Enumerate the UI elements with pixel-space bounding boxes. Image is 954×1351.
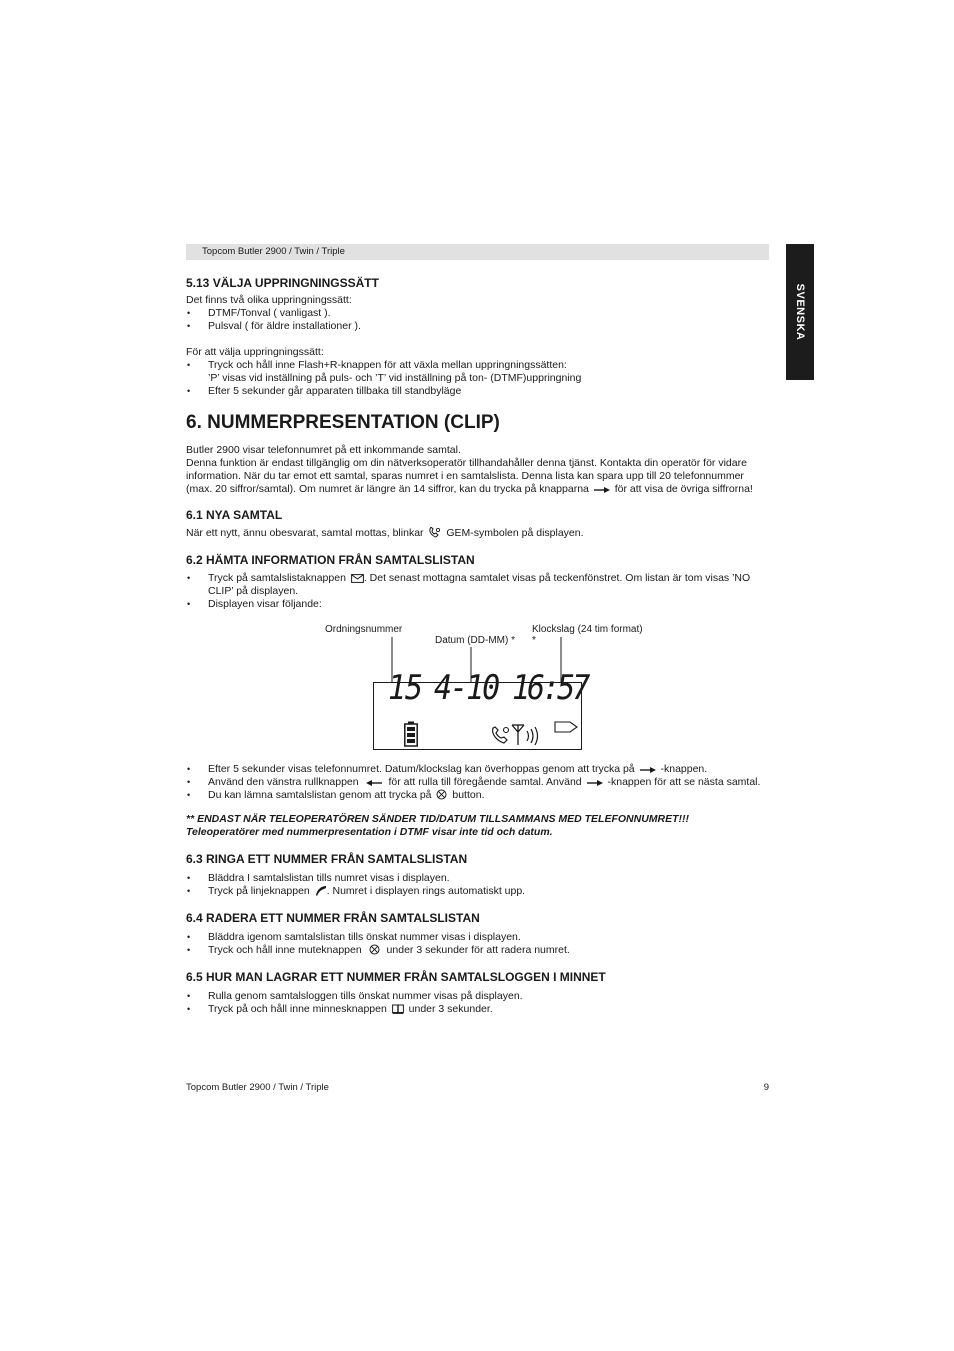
list-item	[186, 776, 769, 789]
section-6-1-text	[186, 527, 769, 540]
section-6-4-heading: 6.4 RADERA ETT NUMMER FRÅN SAMTALSLISTAN	[186, 911, 480, 925]
item-text-cont: under 3 sekunder.	[408, 1003, 493, 1015]
section-6-2-after-list	[186, 763, 769, 802]
list-item: • Pulsval ( för äldre installationer ).	[186, 320, 769, 333]
running-header-title: Topcom Butler 2900 / Twin / Triple	[202, 246, 345, 257]
arrow-left-icon	[366, 779, 382, 787]
item-text-cont: -knappen för att se nästa samtal.	[607, 776, 761, 788]
section-6-5-list	[186, 990, 769, 1016]
section-6-2-list	[186, 572, 769, 611]
list-item	[186, 359, 769, 385]
item-text-cont: button.	[452, 789, 485, 801]
arrow-right-icon	[640, 766, 656, 774]
section-6-1-text-a: När ett nytt, ännu obesvarat, samtal mottas, blinkar	[186, 527, 424, 539]
chapter-body-text: Denna funktion är endast tillgänglig om din nätverksoperatör tillhandahåller denna tjänst. Kontakta din operatör för vidare information. När du tar emot ett samtal, sparas numret i en samtalslista. Denna lista kan spara upp till 20 telefonnummer (max. 20 siffror/samtal). Om numret är längre än 14 siffror, kan du trycka på knapparna	[186, 457, 747, 495]
label-time: Klockslag (24 tim format)	[532, 624, 643, 635]
chapter-title: 6. NUMMERPRESENTATION (CLIP)	[186, 412, 500, 433]
section-5-13-intro: Det finns två olika uppringningssätt:	[186, 294, 352, 306]
item-text-mid: för att rulla till föregående samtal. Använd	[388, 776, 582, 788]
chapter-body	[186, 457, 769, 496]
list-item: • Bläddra I samtalslistan tills numret visas i displayen.	[186, 872, 769, 885]
new-call-indicator-icon	[490, 725, 512, 745]
chapter-body-text-end: för att visa de övriga siffrorna!	[614, 483, 753, 495]
label-star: *	[532, 635, 536, 646]
language-tab	[786, 244, 814, 380]
chapter-intro: Butler 2900 visar telefonnumret på ett inkommande samtal.	[186, 444, 461, 456]
page-number: 9	[763, 1082, 769, 1093]
list-item: • Efter 5 sekunder går apparaten tillbaka till standbyläge	[186, 385, 769, 398]
battery-icon	[404, 721, 418, 747]
list-item	[186, 944, 769, 957]
item-text: Tryck på och håll inne minnesknappen	[208, 1003, 387, 1015]
note-line-2: Teleoperatörer med nummerpresentation i DTMF visar inte tid och datum.	[186, 826, 553, 838]
arrow-right-icon	[587, 779, 603, 787]
item-text: Du kan lämna samtalslistan genom att trycka på	[208, 789, 432, 801]
item-text: Tryck på samtalslistaknappen	[208, 572, 346, 584]
item-text: Tryck och håll inne muteknappen	[208, 944, 362, 956]
list-item: • Rulla genom samtalsloggen tills önskat nummer visas på displayen.	[186, 990, 769, 1003]
section-6-2-heading: 6.2 HÄMTA INFORMATION FRÅN SAMTALSLISTAN	[186, 553, 475, 567]
lcd-diagram	[186, 611, 769, 763]
dial-mode-list	[186, 307, 769, 333]
section-5-13-howto-intro: För att välja uppringningssätt:	[186, 346, 324, 358]
note-line-1: ** ENDAST NÄR TELEOPERATÖREN SÄNDER TID/DATUM TILLSAMMANS MED TELEFONNUMRET!!!	[186, 813, 690, 825]
arrow-right-icon	[594, 486, 610, 494]
section-6-5-heading: 6.5 HUR MAN LAGRAR ETT NUMMER FRÅN SAMTALSLOGGEN I MINNET	[186, 970, 606, 984]
list-item	[186, 1003, 769, 1016]
page-content	[186, 276, 769, 1016]
item-text: Använd den vänstra rullknappen	[208, 776, 359, 788]
section-6-4-list	[186, 931, 769, 957]
new-call-icon	[428, 527, 441, 538]
antenna-signal-icon	[511, 723, 541, 747]
dial-mode-steps	[186, 359, 769, 398]
envelope-arrow-icon	[554, 721, 578, 733]
call-list-envelope-icon	[351, 574, 364, 583]
section-6-3-list	[186, 872, 769, 898]
list-item	[186, 763, 769, 776]
language-tab-label: SVENSKA	[794, 283, 806, 341]
step-text: Tryck och håll inne Flash+R-knappen för att växla mellan uppringningssätten:	[208, 359, 567, 371]
list-item: • Bläddra igenom samtalslistan tills önskat nummer visas i displayen.	[186, 931, 769, 944]
item-text-cont: -knappen.	[660, 763, 708, 775]
item-text: Efter 5 sekunder visas telefonnumret. Datum/klockslag kan överhoppas genom att trycka på	[208, 763, 635, 775]
section-6-1-heading: 6.1 NYA SAMTAL	[186, 508, 283, 522]
section-5-13-heading: 5.13 VÄLJA UPPRINGNINGSSÄTT	[186, 276, 379, 290]
page-footer	[186, 1082, 769, 1093]
label-order-number: Ordningsnummer	[325, 624, 403, 635]
list-item: • Displayen visar följande:	[186, 598, 769, 611]
item-text-cont: under 3 sekunder för att radera numret.	[386, 944, 570, 956]
item-text-cont: . Numret i displayen rings automatiskt upp.	[326, 885, 526, 897]
section-6-3-heading: 6.3 RINGA ETT NUMMER FRÅN SAMTALSLISTAN	[186, 852, 468, 866]
lcd-order-number: 15	[388, 668, 423, 709]
lcd-display	[373, 668, 588, 750]
item-text: Tryck på linjeknappen	[208, 885, 310, 897]
list-item	[186, 885, 769, 898]
step-text-cont: ’P’ visas vid inställning på puls- och ’T’ vid inställning på ton- (DTMF)uppringning	[208, 372, 582, 384]
running-header	[186, 244, 769, 260]
footer-title: Topcom Butler 2900 / Twin / Triple	[186, 1082, 329, 1093]
lcd-time: 16:57	[512, 668, 588, 709]
list-item	[186, 572, 769, 598]
section-6-1-text-b: GEM-symbolen på displayen.	[446, 527, 584, 539]
mute-icon	[369, 944, 380, 955]
mute-exit-icon	[436, 789, 447, 800]
line-handset-icon	[315, 885, 327, 896]
item-text-cont: . Det senast mottagna samtalet visas på teckenfönstret. Om listan är tom visas ’NO CLIP’ på displayen.	[208, 572, 751, 597]
list-item	[186, 789, 769, 802]
lcd-date: 4-10	[434, 668, 499, 709]
label-date: Datum (DD-MM) *	[435, 635, 515, 646]
memory-book-icon	[392, 1004, 404, 1014]
list-item: • DTMF/Tonval ( vanligast ).	[186, 307, 769, 320]
